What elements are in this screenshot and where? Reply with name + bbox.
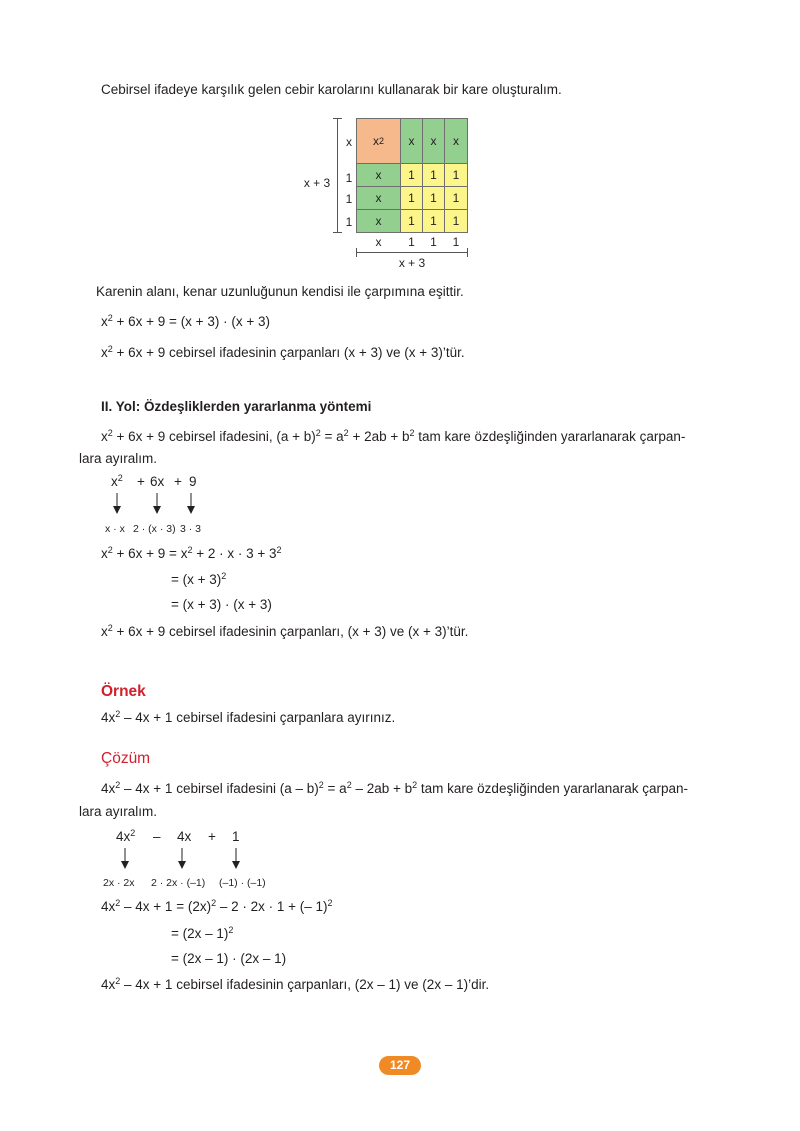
bottom-label-x: x	[375, 235, 382, 249]
tile-one: 1	[400, 186, 423, 210]
term-plus: +	[174, 474, 182, 489]
tile-x-vertical: x	[400, 118, 423, 164]
tile-one: 1	[422, 186, 445, 210]
tile-x-squared-label: x	[372, 134, 379, 148]
text-part: = a	[320, 429, 344, 444]
horizontal-dimension-label: x + 3	[398, 256, 426, 270]
term-x-squared	[111, 474, 123, 490]
exponent: 2	[107, 623, 113, 633]
term-base: x	[111, 474, 118, 489]
vertical-dimension-cap-top	[333, 118, 342, 119]
side-label-1: 1	[345, 215, 353, 229]
side-label-x: x	[346, 135, 352, 149]
text-part: + 6x + 9 cebirsel ifadesinin çarpanları, (x + 3) ve (x + 3)’tür.	[112, 624, 469, 639]
side-label-1: 1	[345, 192, 353, 206]
exponent: 2	[327, 898, 333, 908]
tile-x-horizontal: x	[356, 163, 401, 187]
term-exponent: 2	[130, 828, 136, 838]
term-detail: 2 · (x · 3)	[133, 523, 176, 535]
text-part: 4x	[101, 710, 116, 725]
text-part: x	[101, 624, 108, 639]
solution-step3: = (2x – 1) · (2x – 1)	[171, 951, 287, 966]
section2-step3: = (x + 3) · (x + 3)	[171, 597, 272, 612]
tile-x-vertical: x	[444, 118, 468, 164]
vertical-dimension-cap-bottom	[333, 232, 342, 233]
horizontal-dimension-cap-right	[467, 248, 468, 257]
tile-one: 1	[422, 209, 445, 233]
solution-step1	[101, 899, 333, 915]
text-part: + 2ab + b	[348, 429, 410, 444]
tile-one: 1	[400, 209, 423, 233]
exponent: 2	[346, 780, 352, 790]
eq-term: x	[101, 314, 108, 329]
term-base: 4x	[116, 829, 131, 844]
term-plus: +	[208, 829, 216, 844]
bottom-label-1: 1	[452, 235, 460, 249]
exponent: 2	[211, 898, 217, 908]
solution-title: Çözüm	[101, 750, 151, 767]
term-detail: (–1) · (–1)	[219, 877, 266, 889]
text-part: + 6x + 9 = x	[112, 546, 188, 561]
arrow-down-icon	[231, 848, 241, 870]
section2-conclusion	[101, 624, 468, 640]
exponent: 2	[107, 428, 113, 438]
text-part: = (2x – 1)	[171, 926, 229, 941]
arrow-down-icon	[186, 493, 196, 515]
term-plus: +	[137, 474, 145, 489]
section2-step1	[101, 546, 282, 562]
exponent: 2	[315, 428, 321, 438]
exponent: 2	[221, 571, 227, 581]
eq-term: x	[101, 345, 108, 360]
exponent: 2	[412, 780, 418, 790]
section-heading: II. Yol: Özdeşliklerden yararlanma yöntemi	[101, 399, 372, 414]
eq-rest: + 6x + 9 cebirsel ifadesinin çarpanları (x + 3) ve (x + 3)’tür.	[112, 345, 465, 360]
exponent: 2	[107, 545, 113, 555]
example-question	[101, 710, 395, 726]
eq-rest: + 6x + 9 = (x + 3) · (x + 3)	[112, 314, 270, 329]
text-part: 4x	[101, 977, 116, 992]
horizontal-dimension-line	[356, 252, 468, 253]
solution-conclusion	[101, 977, 489, 993]
text-part: – 2ab + b	[351, 781, 413, 796]
arrow-down-icon	[112, 493, 122, 515]
exponent: 2	[318, 780, 324, 790]
term-detail: x · x	[105, 523, 125, 535]
text-part: – 4x + 1 = (2x)	[120, 899, 212, 914]
text-part: x	[101, 429, 108, 444]
solution-step2	[171, 926, 233, 942]
tile-one: 1	[422, 163, 445, 187]
text-part: = (x + 3)	[171, 572, 222, 587]
area-text: Karenin alanı, kenar uzunluğunun kendisi ile çarpımına eşittir.	[96, 284, 464, 299]
exponent: 2	[115, 780, 121, 790]
exponent: 2	[187, 545, 193, 555]
section2-paragraph-line2: lara ayıralım.	[79, 451, 158, 466]
intro-text: Cebirsel ifadeye karşılık gelen cebir karolarını kullanarak bir kare oluşturalım.	[101, 82, 562, 97]
tile-one: 1	[444, 163, 468, 187]
term-1: 1	[232, 829, 240, 844]
term-minus: –	[153, 829, 161, 844]
term-detail: 2 · 2x · (–1)	[151, 877, 206, 889]
tile-x-vertical: x	[422, 118, 445, 164]
text-part: + 6x + 9 cebirsel ifadesini, (a + b)	[112, 429, 316, 444]
section2-paragraph-line1	[101, 429, 685, 445]
exponent: 2	[228, 925, 234, 935]
solution-paragraph-line1	[101, 781, 688, 797]
equation-2	[101, 345, 465, 361]
term-9: 9	[189, 474, 197, 489]
term-detail: 3 · 3	[180, 523, 202, 535]
side-label-1: 1	[345, 171, 353, 185]
term-detail: 2x · 2x	[103, 877, 135, 889]
tile-one: 1	[444, 186, 468, 210]
term-6x: 6x	[150, 474, 165, 489]
horizontal-dimension-cap-left	[356, 248, 357, 257]
term-exponent: 2	[117, 473, 123, 483]
text-part: – 2 · 2x · 1 + (– 1)	[216, 899, 328, 914]
text-part: + 2 · x · 3 + 3	[192, 546, 277, 561]
text-part: 4x	[101, 899, 116, 914]
exponent: 2	[115, 709, 121, 719]
arrow-down-icon	[152, 493, 162, 515]
text-part: = a	[323, 781, 347, 796]
tile-x-horizontal: x	[356, 186, 401, 210]
tile-x-squared: x 2	[356, 118, 401, 164]
exponent: 2	[115, 898, 121, 908]
tile-one: 1	[444, 209, 468, 233]
tile-x-horizontal: x	[356, 209, 401, 233]
exponent: 2	[276, 545, 282, 555]
bottom-label-1: 1	[408, 235, 415, 249]
vertical-dimension-label: x + 3	[303, 176, 331, 190]
tile-one: 1	[400, 163, 423, 187]
eq-exponent: 2	[107, 344, 113, 354]
arrow-down-icon	[177, 848, 187, 870]
eq-exponent: 2	[107, 313, 113, 323]
bottom-label-1: 1	[430, 235, 437, 249]
text-part: – 4x + 1 cebirsel ifadesinin çarpanları, (2x – 1) ve (2x – 1)’dir.	[120, 977, 490, 992]
text-part: tam kare özdeşliğinden yararlanarak çarpan-	[417, 781, 689, 796]
term-4x-squared	[116, 829, 135, 845]
exponent: 2	[409, 428, 415, 438]
text-part: – 4x + 1 cebirsel ifadesini (a – b)	[120, 781, 319, 796]
term-4x: 4x	[177, 829, 192, 844]
exponent: 2	[343, 428, 349, 438]
arrow-down-icon	[120, 848, 130, 870]
equation-1	[101, 314, 270, 330]
text-part: – 4x + 1 cebirsel ifadesini çarpanlara ayırınız.	[120, 710, 396, 725]
text-part: tam kare özdeşliğinden yararlanarak çarpan-	[414, 429, 686, 444]
page-number: 127	[379, 1056, 421, 1075]
vertical-dimension-line	[337, 118, 338, 232]
exponent: 2	[115, 976, 121, 986]
example-title: Örnek	[101, 683, 146, 700]
text-part: 4x	[101, 781, 116, 796]
solution-paragraph-line2: lara ayıralım.	[79, 804, 158, 819]
section2-step2	[171, 572, 226, 588]
text-part: x	[101, 546, 108, 561]
